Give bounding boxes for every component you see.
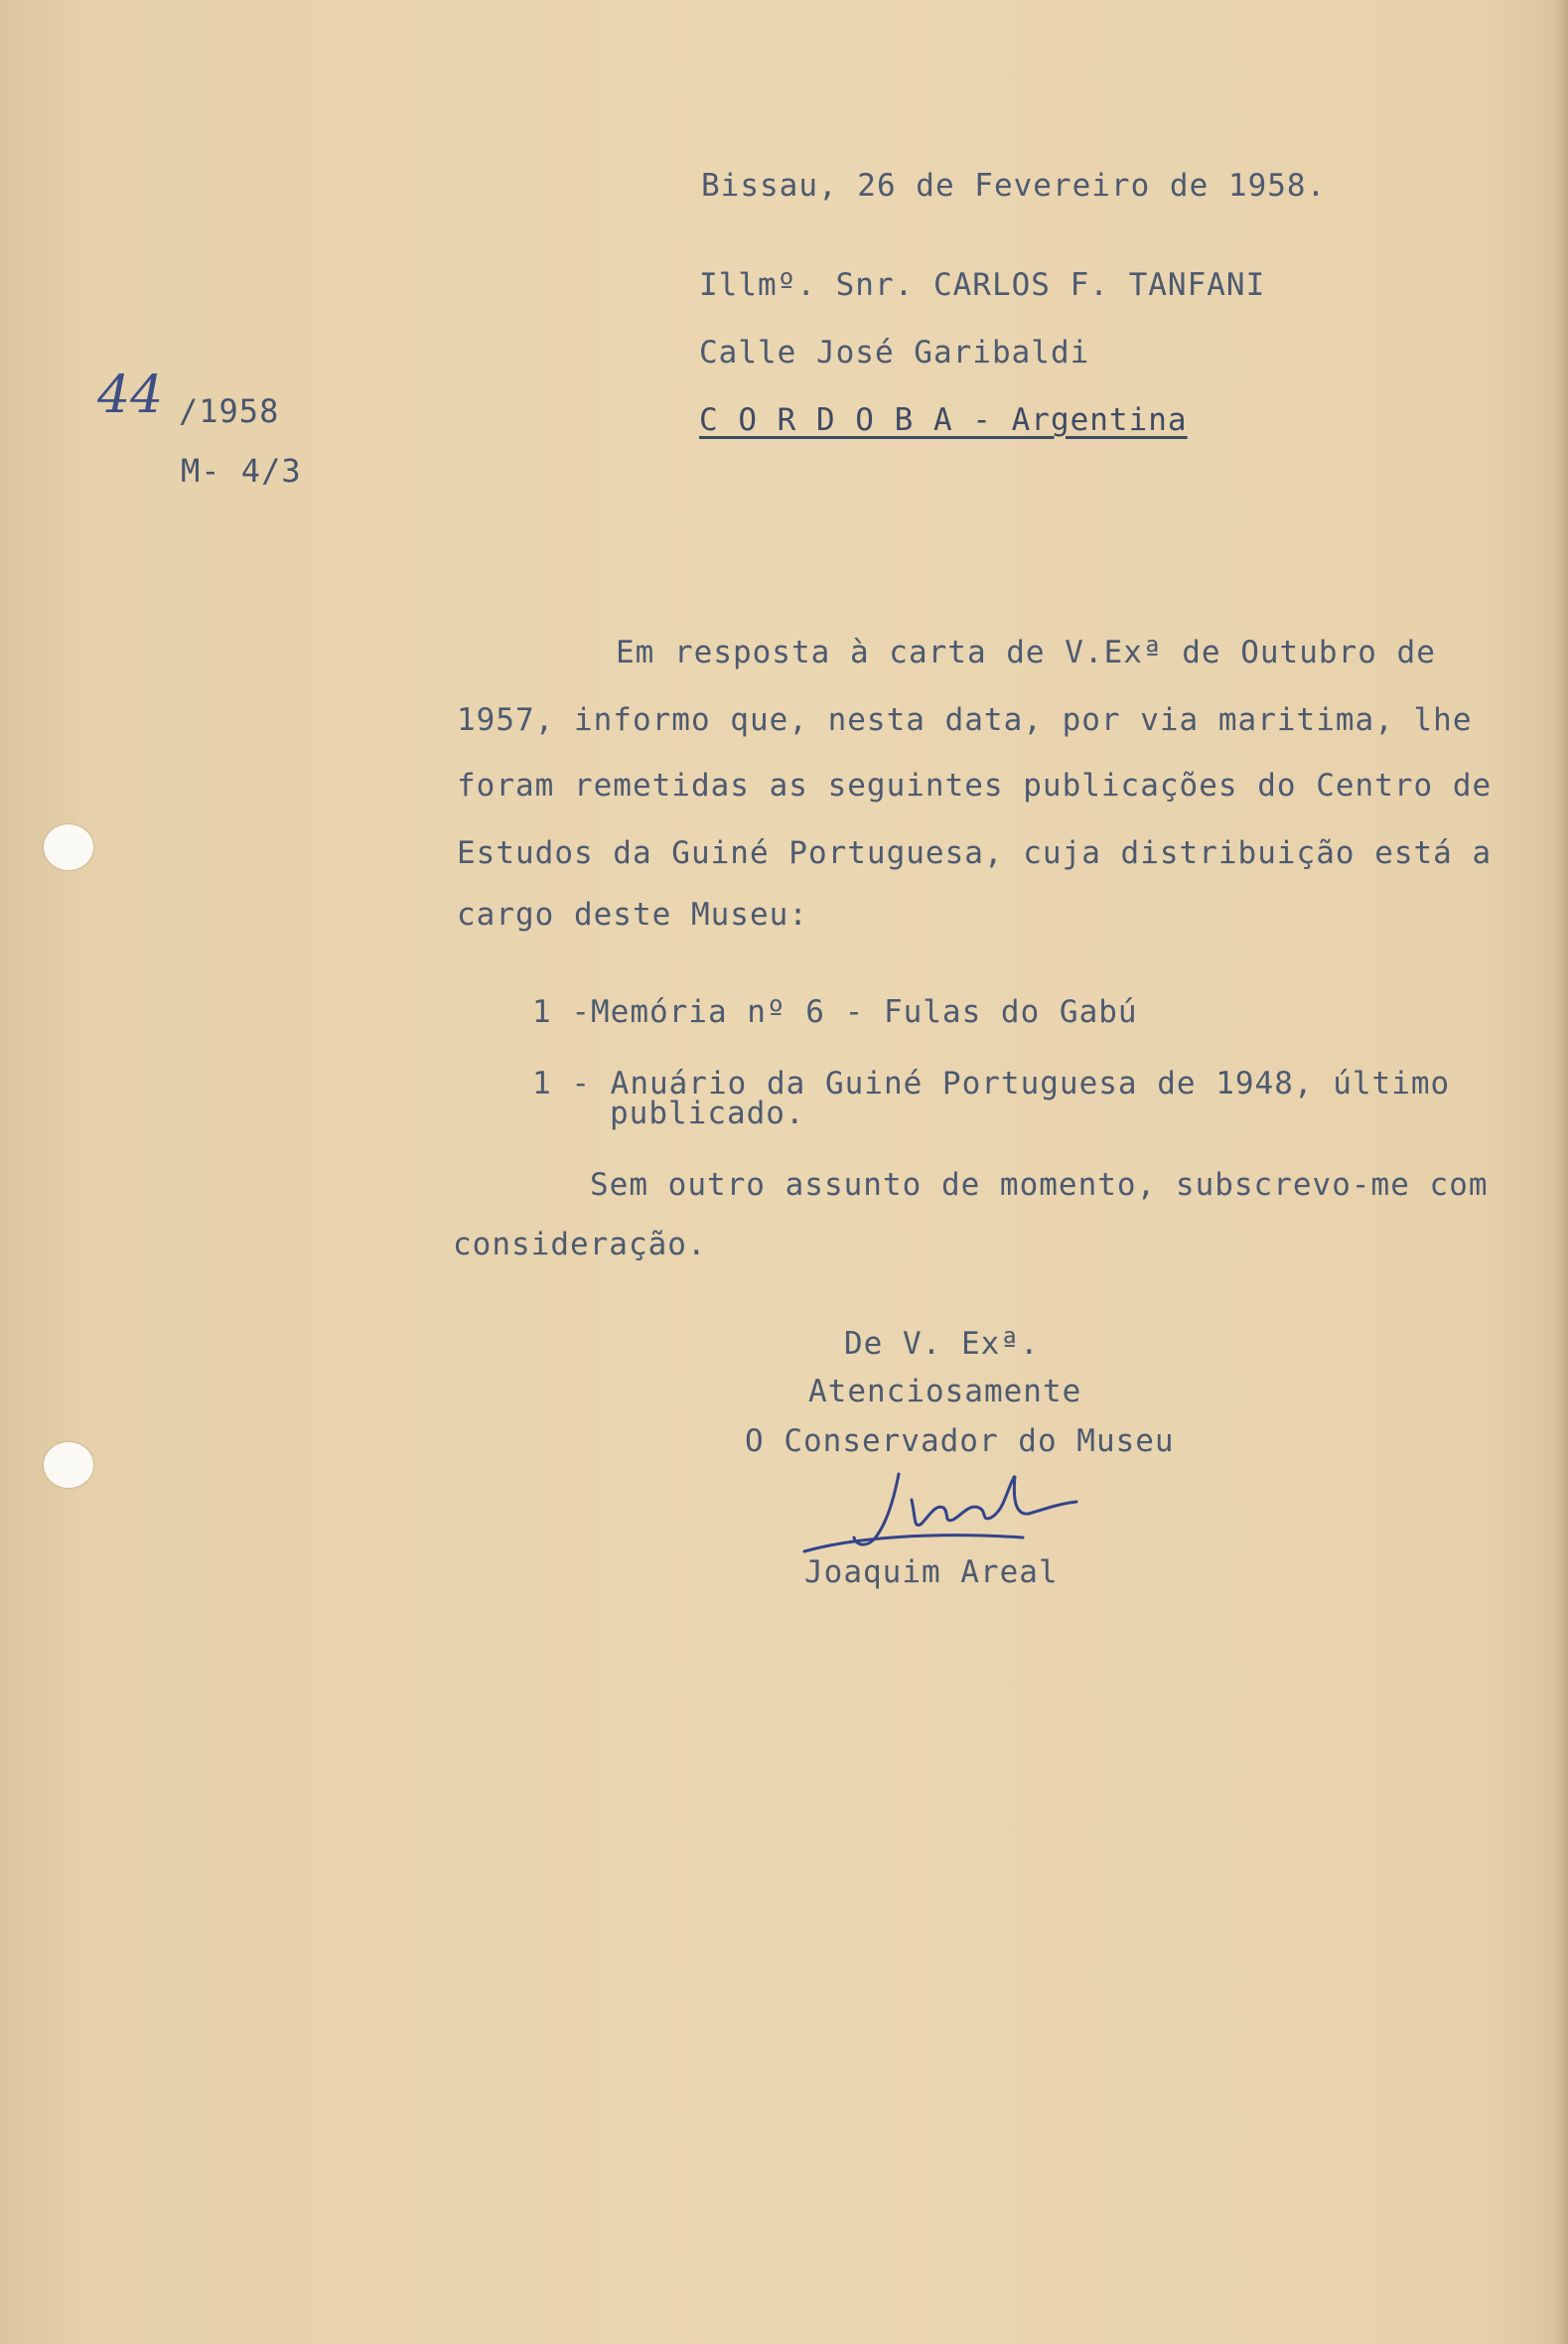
recipient-city: C O R D O B A - Argentina <box>699 402 1188 438</box>
recipient-name: Illmº. Snr. CARLOS F. TANFANI <box>699 267 1266 303</box>
list-item-2-line1: 1 - Anuário da Guiné Portuguesa de 1948, último <box>532 1066 1451 1101</box>
place-date: Bissau, 26 de Fevereiro de 1958. <box>701 168 1327 204</box>
closing-line2: consideração. <box>453 1227 707 1262</box>
list-item-1: 1 -Memória nº 6 - Fulas do Gabú <box>532 994 1138 1030</box>
signoff-line3: O Conservador do Museu <box>745 1423 1175 1459</box>
body-para1-line3: foram remetidas as seguintes publicações do Centro de <box>457 768 1493 804</box>
body-para1-line2: 1957, informo que, nesta data, por via maritima, lhe <box>457 702 1473 738</box>
body-para1-line1: Em resposta à carta de V.Exª de Outubro de <box>616 635 1436 670</box>
body-para1-line4: Estudos da Guiné Portuguesa, cuja distribuição está a <box>457 835 1493 871</box>
closing-line1: Sem outro assunto de momento, subscrevo-me com <box>590 1167 1489 1203</box>
signoff-line1: De V. Exª. <box>844 1326 1040 1362</box>
page-edge-shadow <box>1554 0 1568 2344</box>
margin-reference: M- 4/3 <box>181 452 302 490</box>
signoff-line2: Atenciosamente <box>808 1374 1082 1409</box>
margin-year: /1958 <box>179 392 280 430</box>
recipient-street: Calle José Garibaldi <box>699 335 1090 370</box>
handwritten-signature <box>794 1460 1092 1569</box>
list-item-2-line2: publicado. <box>610 1096 805 1131</box>
signatory-name: Joaquim Areal <box>804 1554 1059 1590</box>
body-para1-line5: cargo deste Museu: <box>457 897 808 933</box>
margin-number-handwritten: 44 <box>97 366 164 425</box>
punch-hole-bottom <box>44 1442 93 1488</box>
punch-hole-top <box>44 824 93 870</box>
